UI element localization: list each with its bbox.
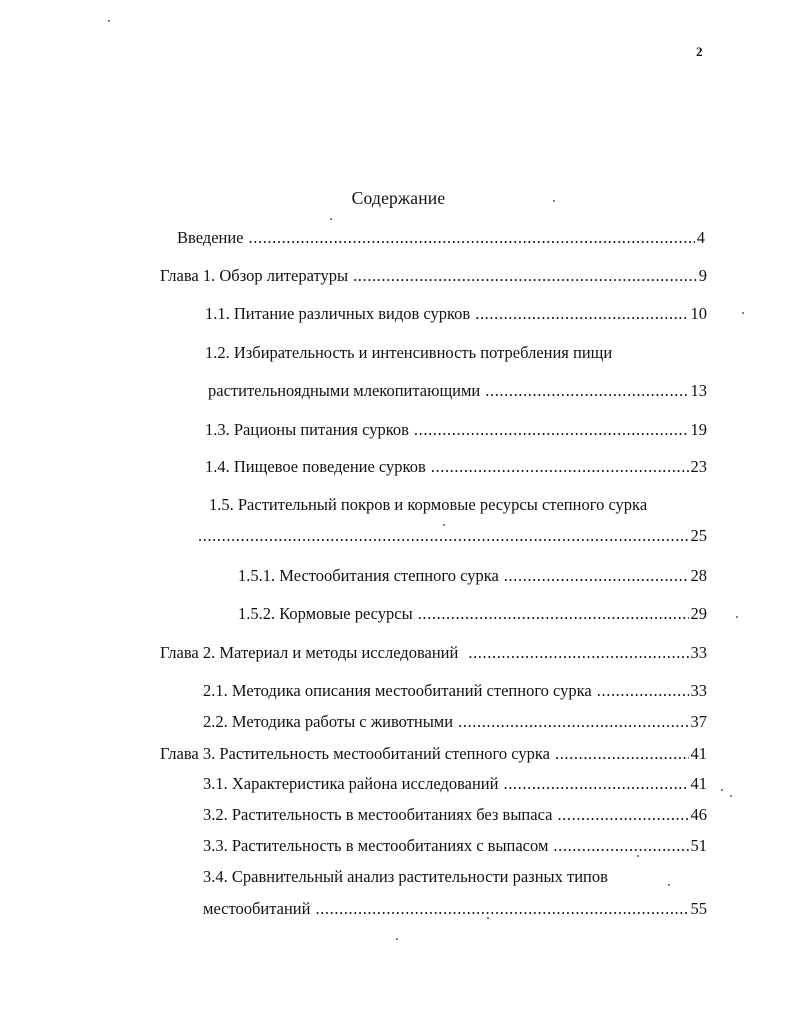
toc-entry-label: 1.5.2. Кормовые ресурсы: [238, 604, 413, 623]
dot-leader: [414, 420, 689, 440]
dot-leader: [468, 643, 688, 663]
scan-speck: [396, 938, 398, 940]
toc-entry-page: 51: [690, 836, 707, 855]
toc-entry-page: 9: [698, 266, 707, 285]
toc-entry-3-1: [203, 774, 707, 794]
toc-entry-page: 4: [696, 228, 705, 247]
scan-speck: [108, 20, 110, 22]
toc-entry-page: 13: [690, 381, 707, 400]
scan-speck: [443, 524, 445, 526]
toc-entry-label: Введение: [177, 228, 244, 247]
scan-speck: [330, 218, 332, 220]
toc-entry-3-4-first-line: 3.4. Сравнительный анализ растительности разных типов: [203, 867, 608, 886]
toc-entry-label: 3.3. Растительность в местообитаниях с выпасом: [203, 836, 549, 855]
toc-entry-page: 10: [690, 304, 707, 323]
scan-speck: [553, 200, 555, 202]
scan-speck: [721, 789, 723, 791]
toc-entry-label: 1.5.1. Местообитания степного сурка: [238, 566, 499, 585]
toc-entry-chapter-2: [160, 643, 707, 663]
toc-entry-page: 33: [690, 643, 707, 662]
toc-entry-page: 25: [690, 526, 707, 545]
toc-entry-label: местообитаний: [203, 899, 311, 918]
toc-entry-label: растительноядными млекопитающими: [208, 381, 481, 400]
scan-speck: [668, 884, 670, 886]
dot-leader: [553, 836, 688, 856]
dot-leader: [418, 604, 689, 624]
toc-entry-chapter-1: [160, 266, 707, 286]
toc-entry-label: 2.1. Методика описания местообитаний степного сурка: [203, 681, 592, 700]
toc-entry-1-5-2: [238, 604, 707, 624]
toc-entry-1-5-1: [238, 566, 707, 586]
toc-entry-page: 37: [690, 712, 707, 731]
toc-entry-page: 28: [690, 566, 707, 585]
toc-entry-label: 2.2. Методика работы с животными: [203, 712, 454, 731]
toc-entry-1-1: [205, 304, 707, 324]
dot-leader: [475, 304, 688, 324]
scan-speck: [487, 917, 489, 919]
toc-entry-label: Глава 3. Растительность местообитаний степного сурка: [160, 744, 550, 763]
dot-leader: [249, 228, 695, 248]
dot-leader: [485, 381, 688, 401]
toc-entry-3-3: [203, 836, 707, 856]
dot-leader: [431, 457, 689, 477]
toc-entry-label: Глава 1. Обзор литературы: [160, 266, 349, 285]
toc-entry-1-2-first-line: 1.2. Избирательность и интенсивность потребления пищи: [205, 343, 613, 362]
toc-entry-label: 1.1. Питание различных видов сурков: [205, 304, 471, 323]
dot-leader: [503, 774, 688, 794]
toc-entry-2-2: [203, 712, 707, 732]
toc-entry-1-4: [205, 457, 707, 477]
toc-entry-page: 55: [690, 899, 707, 918]
scan-speck: [730, 795, 732, 797]
toc-entry-page: 41: [690, 774, 707, 793]
toc-entry-page: 29: [690, 604, 707, 623]
toc-entry-1-5-first-line: 1.5. Растительный покров и кормовые ресурсы степного сурка: [209, 495, 648, 514]
toc-entry-1-2: [208, 381, 707, 401]
toc-entry-label: 3.1. Характеристика района исследований: [203, 774, 499, 793]
toc-entry-chapter-3: [160, 744, 707, 764]
toc-entry-label: 3.2. Растительность в местообитаниях без выпаса: [203, 805, 553, 824]
toc-entry-1-5: [198, 526, 707, 546]
toc-entry-page: 33: [690, 681, 707, 700]
page-number: 2: [696, 44, 703, 59]
dot-leader: [458, 712, 688, 732]
scan-speck: [742, 312, 744, 314]
toc-entry-introduction: [177, 228, 705, 248]
toc-entry-label: 1.4. Пищевое поведение сурков: [205, 457, 426, 476]
toc-entry-3-2: [203, 805, 707, 825]
toc-entry-label: Глава 2. Материал и методы исследований: [160, 643, 459, 662]
dot-leader: [353, 266, 697, 286]
toc-entry-page: 23: [690, 457, 707, 476]
toc-entry-page: 19: [690, 420, 707, 439]
dot-leader: [557, 805, 688, 825]
dot-leader: [597, 681, 689, 701]
scan-speck: [637, 855, 639, 857]
dot-leader: [315, 899, 688, 919]
toc-entry-1-3: [205, 420, 707, 440]
dot-leader: [504, 566, 689, 586]
page-title: Содержание: [351, 188, 446, 208]
toc-entry-3-4: [203, 899, 707, 919]
toc-entry-2-1: [203, 681, 707, 701]
dot-leader: [555, 744, 689, 764]
toc-entry-page: 41: [690, 744, 707, 763]
dot-leader: [198, 526, 689, 546]
toc-entry-label: 1.3. Рационы питания сурков: [205, 420, 409, 439]
toc-entry-page: 46: [690, 805, 707, 824]
scan-speck: [736, 616, 738, 618]
